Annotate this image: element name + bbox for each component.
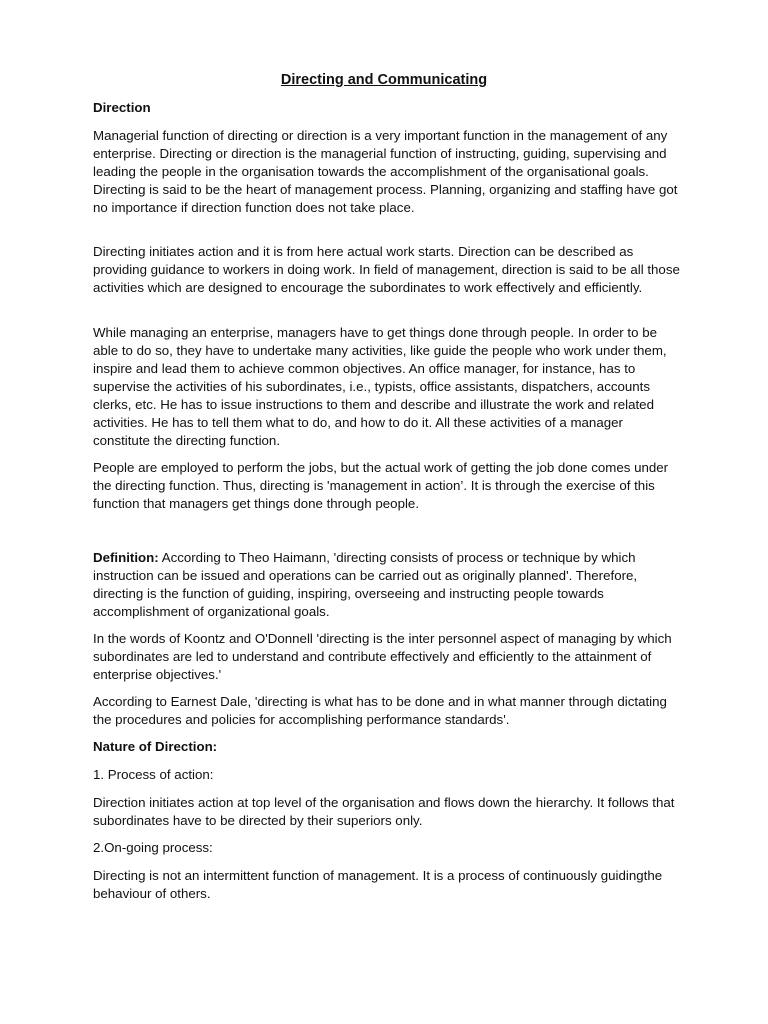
definition-text: According to Theo Haimann, 'directing consists of process or technique by which instruction can be issued and operations can be carried out as originally planned'. Therefore, directing is the function of guiding, inspiring, overseeing and instructing people towards accomplishment of organizational goals. bbox=[93, 550, 638, 619]
paragraph-initiates-action: Directing initiates action and it is from here actual work starts. Direction can be described as providing guidance to workers in doing work. In field of management, direction is said to be all those activities which are designed to encourage the subordinates to work effectively and efficiently. bbox=[93, 244, 680, 295]
nature-item-1-title: 1. Process of action: bbox=[93, 767, 214, 782]
nature-item-2-text: Directing is not an intermittent function of management. It is a process of continuously guidingthe behaviour of others. bbox=[93, 868, 663, 901]
nature-item-2-title: 2.On-going process: bbox=[93, 840, 213, 855]
paragraph-managing-enterprise: While managing an enterprise, managers have to get things done through people. In order to be able to do so, they have to undertake many activities, like guide the people who work under them, inspire and lead them to achieve common objectives. An office manager, for instance, has to supervise the activities of his subordinates, i.e., typists, office assistants, dispatchers, accounts clerks, etc. He has to issue instructions to them and describe and illustrate the work and related activities. He has to tell them what to do, and how to do it. All these activities of a manager constitute the directing function. bbox=[93, 325, 667, 448]
paragraph-intro: Managerial function of directing or direction is a very important function in the management of any enterprise. Directing or direction is the managerial function of instructing, guiding, supervising and leading the people in the organisation towards the accomplishment of the organisational goals. Directing is said to be the heart of management process. Planning, organizing and staffing have got no importance if direction function does not take place. bbox=[93, 128, 678, 215]
definition-label: Definition: bbox=[93, 550, 159, 565]
nature-item-1-text: Direction initiates action at top level of the organisation and flows down the hierarchy. It follows that subordinates have to be directed by their superiors only. bbox=[93, 795, 675, 828]
paragraph-definition bbox=[93, 549, 683, 621]
section-heading-direction: Direction bbox=[93, 100, 151, 115]
document-title: Directing and Communicating bbox=[280, 72, 488, 88]
paragraph-dale-quote: According to Earnest Dale, 'directing is what has to be done and in what manner through dictating the procedures and policies for accomplishing performance standards'. bbox=[93, 694, 667, 727]
nature-of-direction-heading: Nature of Direction: bbox=[93, 739, 218, 754]
paragraph-koontz-quote: In the words of Koontz and O'Donnell 'directing is the inter personnel aspect of managing by which subordinates are led to understand and contribute effectively and efficiently to the attainment of enterprise objectives.' bbox=[93, 631, 672, 682]
paragraph-people-employed: People are employed to perform the jobs, but the actual work of getting the job done comes under the directing function. Thus, directing is 'management in action’. It is through the exercise of this function that managers get things done through people. bbox=[93, 460, 669, 511]
